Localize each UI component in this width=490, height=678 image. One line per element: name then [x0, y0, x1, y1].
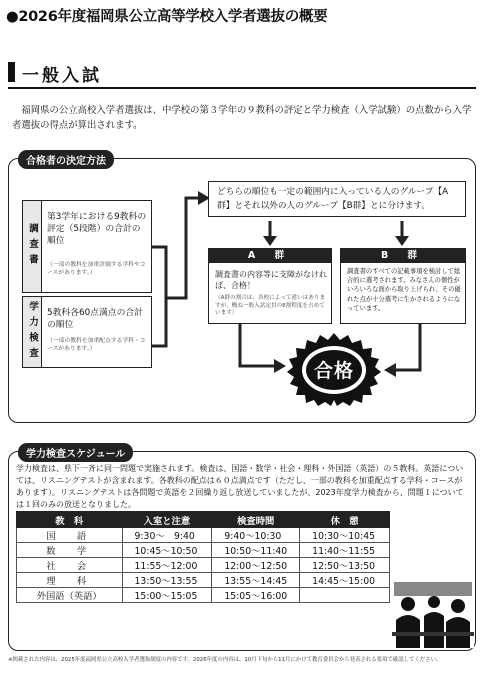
footnote: ※掲載された内容は、2025年度福岡県公立高校入学者選抜制度の内容です。2026年度の内容は、10月下旬から11月にかけて教育委員会から発表される要項で確認してください。: [8, 657, 442, 663]
bracket-connector: [152, 247, 166, 346]
exam-time-cell: 12:00～12:50: [212, 558, 300, 573]
header-subject: 教 科: [17, 512, 123, 528]
pass-seal: [286, 332, 382, 406]
table-header-row: [17, 512, 390, 528]
report-card-text: 第3学年における9教科の評定（5段階）の合計の順位: [47, 212, 147, 246]
table-row: [17, 528, 390, 543]
entry-cell: 15:00～15:05: [122, 588, 212, 603]
break-cell: 14:45～15:00: [300, 573, 390, 588]
subject-cell: 理 科: [17, 573, 123, 588]
header-exam-time: 検査時間: [212, 512, 300, 528]
break-cell: 11:40～11:55: [300, 543, 390, 558]
break-cell: 12:50～13:50: [300, 558, 390, 573]
decision-method-label: 合格者の決定方法: [18, 150, 114, 169]
subject-cell: 国 語: [17, 528, 123, 543]
students-illustration: [392, 580, 474, 648]
page-title: ●2026年度福岡県公立高等学校入学者選抜の概要: [6, 9, 328, 25]
group-a-text: 調査書の内容等に支障がなければ、合格！: [215, 270, 327, 290]
entry-cell: 11:55～12:00: [122, 558, 212, 573]
exam-time-cell: 9:40～10:30: [212, 528, 300, 543]
header-break: 休 憩: [300, 512, 390, 528]
table-row: [17, 558, 390, 573]
arrow-a-to-pass: [240, 322, 276, 366]
exam-time-cell: 13:55～14:45: [212, 573, 300, 588]
group-a-title: A 群: [209, 249, 331, 263]
exam-time-cell: 10:50～11:40: [212, 543, 300, 558]
intro-paragraph: 福岡県の公立高校入学者選抜は、中学校の第３学年の９教科の評定と学力検査（入学試験）の点数から入学者選抜の得点が算出されます。: [12, 105, 472, 131]
section-title: 一般入試: [22, 66, 102, 86]
entry-cell: 9:30～ 9:40: [122, 528, 212, 543]
exam-text: 5教科各60点満点の合計の順位: [47, 308, 143, 330]
exam-side-label: 学力検査: [23, 297, 42, 367]
exam-time-cell: 15:05～16:00: [212, 588, 300, 603]
schedule-label: 学力検査スケジュール: [18, 443, 133, 462]
subject-cell: 社 会: [17, 558, 123, 573]
report-card-note: （一部の教科を加重評価する学科やコースがあります。）: [47, 262, 146, 276]
group-a-box: [208, 248, 332, 324]
table-row: [17, 588, 390, 603]
group-split-box: どちらの順位も一定の範囲内に入っている人のグループ【A群】とそれ以外の人のグループ【B群】とに分けます。: [208, 181, 466, 217]
group-b-text: 調査書のすべての記載事項を検討して総合的に選考されます。みなさんの個性がいろいろな面から取り上げられ、その優れた点が十分選考に生かされるようになっています。: [347, 268, 461, 312]
group-b-box: [340, 248, 466, 324]
entry-cell: 10:45～10:50: [122, 543, 212, 558]
schedule-table: [16, 511, 390, 603]
subject-cell: 外国語（英語）: [17, 588, 123, 603]
group-a-note: （A群の割合は、各校によって違いはありますが、概ね一般入試定員の8割程度を占めています）: [215, 295, 326, 316]
report-card-side-label: 調査書: [23, 201, 42, 292]
entry-cell: 13:50～13:55: [122, 573, 212, 588]
group-b-title: B 群: [341, 249, 465, 263]
exam-note: （一部の教科を加重配点する学科・コースがあります。）: [47, 338, 146, 352]
arrow-b-to-pass: [394, 322, 420, 370]
schedule-description: 学力検査は、県下一斉に同一問題で実施されます。検査は、国語・数学・社会・理科・外国語（英語）の５教科。英語については、リスニングテストが含まれます。各教科の配点は６０点満点です（ただし、一部の教科を加重配点する学科・コースがあります）。リスニングテストは各問題で英語を２回繰り返し放送していましたが、2023年度学力検査から、問題１については１回のみの放送となりました。: [16, 464, 464, 509]
header-entry: 入室と注意: [122, 512, 212, 528]
table-row: [17, 543, 390, 558]
table-row: [17, 573, 390, 588]
break-cell: 10:30～10:45: [300, 528, 390, 543]
connector-to-groups: [166, 198, 198, 298]
subject-cell: 数 学: [17, 543, 123, 558]
pass-seal-text: 合格: [313, 360, 354, 382]
break-cell: [300, 588, 390, 603]
